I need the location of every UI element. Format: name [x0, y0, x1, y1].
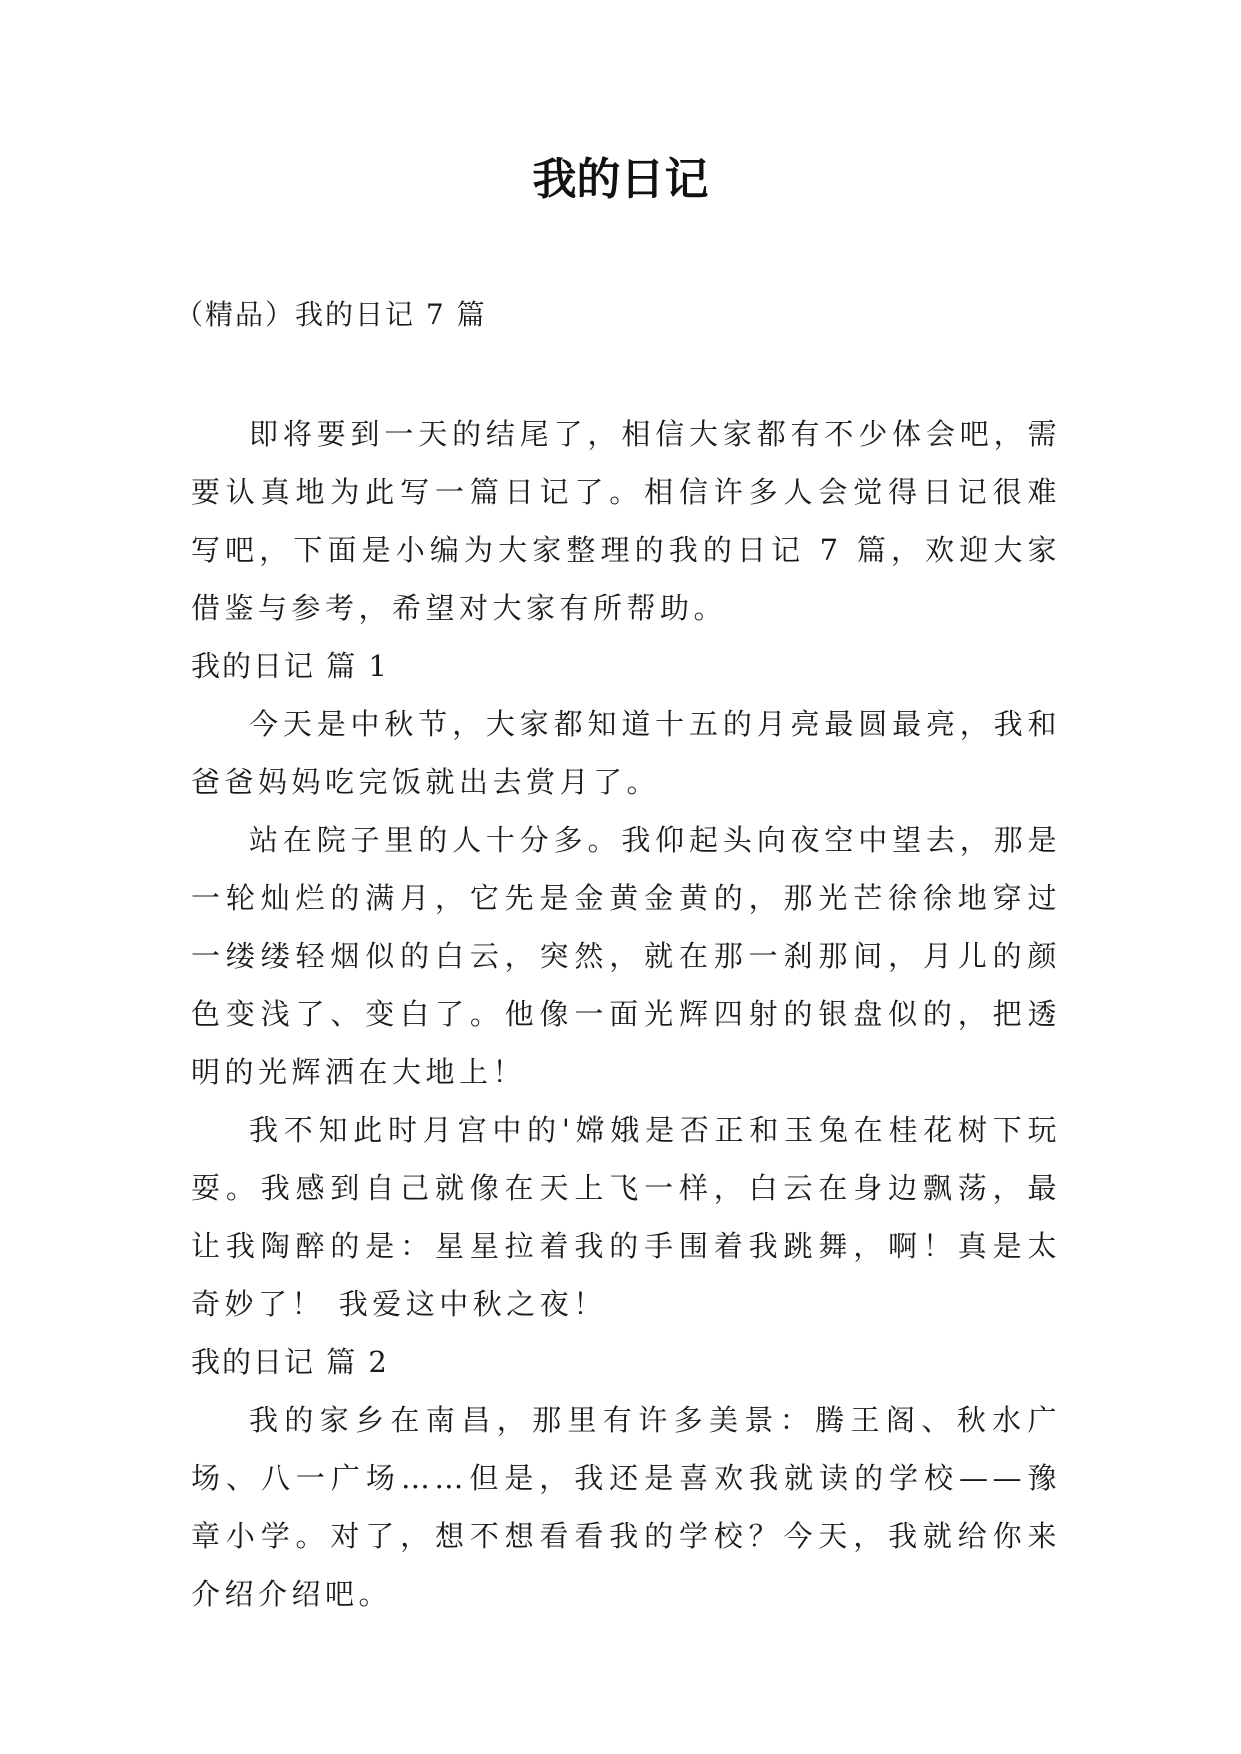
- paragraph: 我不知此时月宫中的'嫦娥是否正和玉兔在桂花树下玩耍。我感到自己就像在天上飞一样，白云在身边飘荡，最让我陶醉的是：星星拉着我的手围着我跳舞，啊！真是太奇妙了！ 我爱这中秋之夜！: [191, 1113, 1061, 1321]
- paragraph: 今天是中秋节，大家都知道十五的月亮最圆最亮，我和爸爸妈妈吃完饭就出去赏月了。: [191, 707, 1061, 799]
- document-body: [191, 405, 1061, 1623]
- intro-paragraph: 即将要到一天的结尾了，相信大家都有不少体会吧，需要认真地为此写一篇日记了。相信许多人会觉得日记很难写吧，下面是小编为大家整理的我的日记 7 篇，欢迎大家借鉴与参考，希望对大家有所帮助。: [191, 417, 1061, 625]
- paragraph: 我的家乡在南昌，那里有许多美景：腾王阁、秋水广场、八一广场……但是，我还是喜欢我就读的学校——豫章小学。对了，想不想看看我的学校？今天，我就给你来介绍介绍吧。: [191, 1403, 1061, 1611]
- section-heading-2: 我的日记 篇 2: [191, 1345, 389, 1379]
- document-title: 我的日记: [532, 154, 709, 205]
- document-subtitle: （精品）我的日记 7 篇: [175, 298, 487, 331]
- section-heading-1: 我的日记 篇 1: [191, 649, 389, 683]
- paragraph: 站在院子里的人十分多。我仰起头向夜空中望去，那是一轮灿烂的满月，它先是金黄金黄的，那光芒徐徐地穿过一缕缕轻烟似的白云，突然，就在那一刹那间，月儿的颜色变浅了、变白了。他像一面光辉四射的银盘似的，把透明的光辉洒在大地上！: [191, 823, 1061, 1089]
